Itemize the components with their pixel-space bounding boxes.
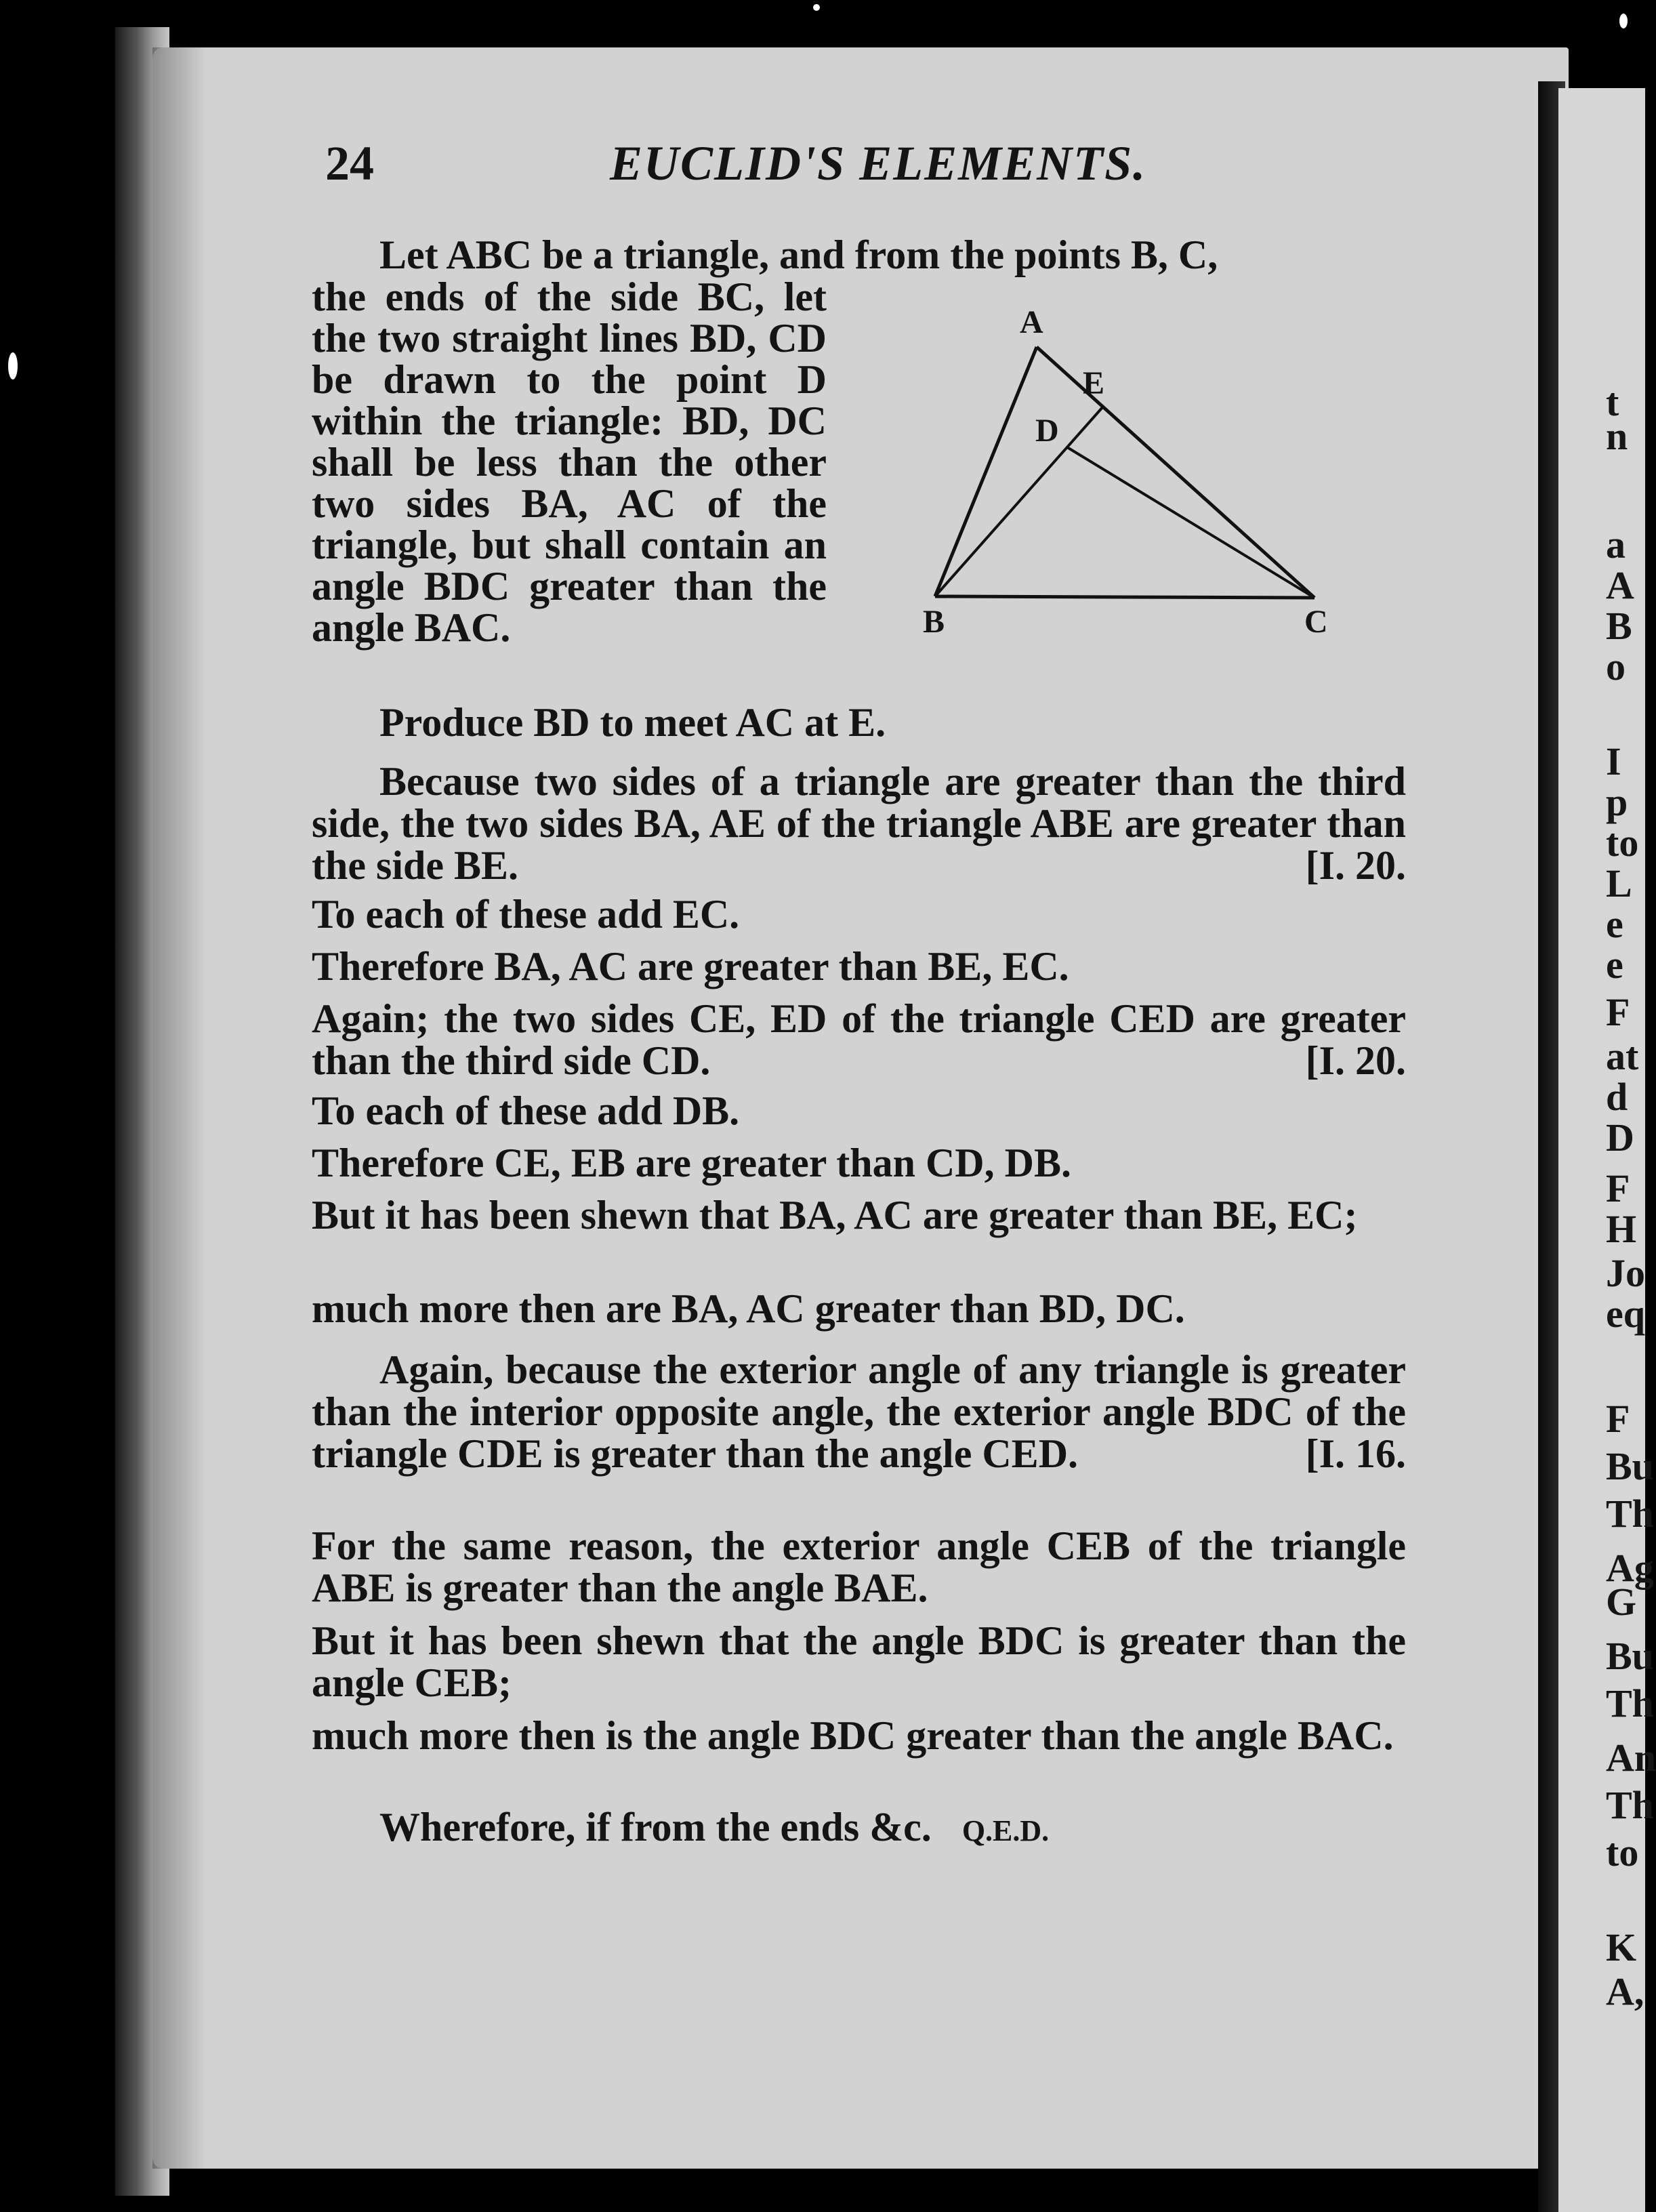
facing-text-fragment: G — [1606, 1580, 1637, 1624]
proof-step-2: To each of these add EC. — [312, 892, 740, 937]
facing-text-fragment: to — [1606, 1830, 1639, 1875]
facing-text-fragment: L — [1606, 861, 1632, 905]
facing-text-fragment: F — [1606, 990, 1630, 1034]
facing-text-fragment: Th — [1606, 1681, 1654, 1725]
side-bc — [935, 596, 1315, 598]
proof-step-9: Again, because the exterior angle of any triangle is greater than the interior opposite angle, the exterior angle BDC of the triangle CDE is greater than the angle CED. [I. 16. — [312, 1347, 1406, 1476]
facing-text-fragment: F — [1606, 1397, 1630, 1441]
citation-i20-a: [I. 20. — [1305, 843, 1406, 888]
facing-text-fragment: e — [1606, 902, 1623, 946]
facing-text-fragment: at — [1606, 1034, 1639, 1078]
facing-text-fragment: eq — [1606, 1292, 1645, 1336]
proof-step-3: Therefore BA, AC are greater than BE, EC. — [312, 944, 1069, 989]
qed-mark: Q.E.D. — [961, 1814, 1050, 1847]
facing-text-fragment: Ag — [1606, 1546, 1654, 1590]
proof-step-11: But it has been shewn that the angle BDC is greater than the angle CEB; — [312, 1618, 1406, 1705]
facing-text-fragment: p — [1606, 780, 1628, 824]
facing-text-fragment: t — [1606, 380, 1619, 424]
triangle-figure — [908, 304, 1423, 671]
facing-text-fragment: a — [1606, 523, 1626, 567]
facing-text-fragment: n — [1606, 414, 1628, 458]
scan-speck — [813, 4, 820, 11]
facing-text-fragment: Bu — [1606, 1634, 1654, 1678]
citation-i20-b: [I. 20. — [1305, 1038, 1406, 1083]
point-label-d: D — [1035, 413, 1059, 449]
facing-text-fragment: to — [1606, 821, 1639, 865]
enunciation-first-line: Let ABC be a triangle, and from the points B, C, — [379, 232, 1218, 277]
side-ac — [1037, 347, 1315, 598]
scan-speck — [1619, 14, 1628, 28]
page-number: 24 — [325, 136, 374, 190]
proof-step-8: much more then are BA, AC greater than BD, DC. — [312, 1286, 1185, 1331]
page-gutter-shadow — [152, 47, 207, 2169]
facing-text-fragment: e — [1606, 943, 1623, 987]
facing-text-fragment: B — [1606, 604, 1632, 648]
running-head: EUCLID'S ELEMENTS. — [610, 136, 1147, 190]
facing-text-fragment: A — [1606, 563, 1634, 607]
citation-i16: [I. 16. — [1305, 1431, 1406, 1476]
facing-text-fragment: Th — [1606, 1783, 1654, 1827]
facing-text-fragment: d — [1606, 1075, 1628, 1119]
facing-text-fragment: D — [1606, 1115, 1634, 1160]
facing-text-fragment: Bu — [1606, 1444, 1654, 1488]
facing-text-fragment: H — [1606, 1207, 1637, 1251]
facing-text-fragment: F — [1606, 1166, 1630, 1210]
triangle-diagram — [908, 319, 1423, 671]
facing-text-fragment: A, — [1606, 1969, 1644, 2013]
proof-step-10: For the same reason, the exterior angle CEB of the triangle ABE is greater than the angle BAE. — [312, 1523, 1406, 1610]
proof-step-6: Therefore CE, EB are greater than CD, DB. — [312, 1141, 1071, 1185]
line-bd-produced-to-e — [935, 407, 1103, 596]
facing-text-fragment: o — [1606, 644, 1626, 689]
proof-construction: Produce BD to meet AC at E. — [379, 700, 886, 745]
facing-text-fragment: K — [1606, 1925, 1637, 1969]
point-label-c: C — [1304, 604, 1328, 640]
point-label-e: E — [1083, 365, 1105, 401]
facing-text-fragment: Th — [1606, 1492, 1654, 1536]
point-label-a: A — [1020, 304, 1043, 340]
proof-conclusion: Wherefore, if from the ends &c. Q.E.D. — [379, 1805, 1050, 1849]
facing-text-fragment: Jo — [1606, 1251, 1645, 1295]
proof-step-12: much more then is the angle BDC greater than the angle BAC. — [312, 1713, 1394, 1758]
line-dc — [1067, 447, 1315, 598]
proof-step-1: Because two sides of a triangle are greater than the third side, the two sides BA, AE of the triangle ABE are greater than the side BE. [I. 20. — [312, 759, 1406, 888]
point-label-b: B — [923, 604, 945, 640]
side-ab — [935, 347, 1037, 596]
facing-text-fragment: I — [1606, 739, 1621, 783]
facing-text-fragment: An — [1606, 1736, 1656, 1780]
scan-speck — [8, 352, 18, 380]
proof-step-4: Again; the two sides CE, ED of the triangle CED are greater than the third side CD. [I. 20. — [312, 996, 1406, 1083]
proof-step-7: But it has been shewn that BA, AC are greater than BE, EC; — [312, 1193, 1358, 1237]
proof-step-5: To each of these add DB. — [312, 1088, 740, 1133]
enunciation-body: the ends of the side BC, let the two straight lines BD, CD be drawn to the point D within the triangle: BD, DC shall be less than the other two sides BA, AC of the triangle, but shall contain an angle BDC greater than the angle BAC. — [312, 274, 827, 650]
